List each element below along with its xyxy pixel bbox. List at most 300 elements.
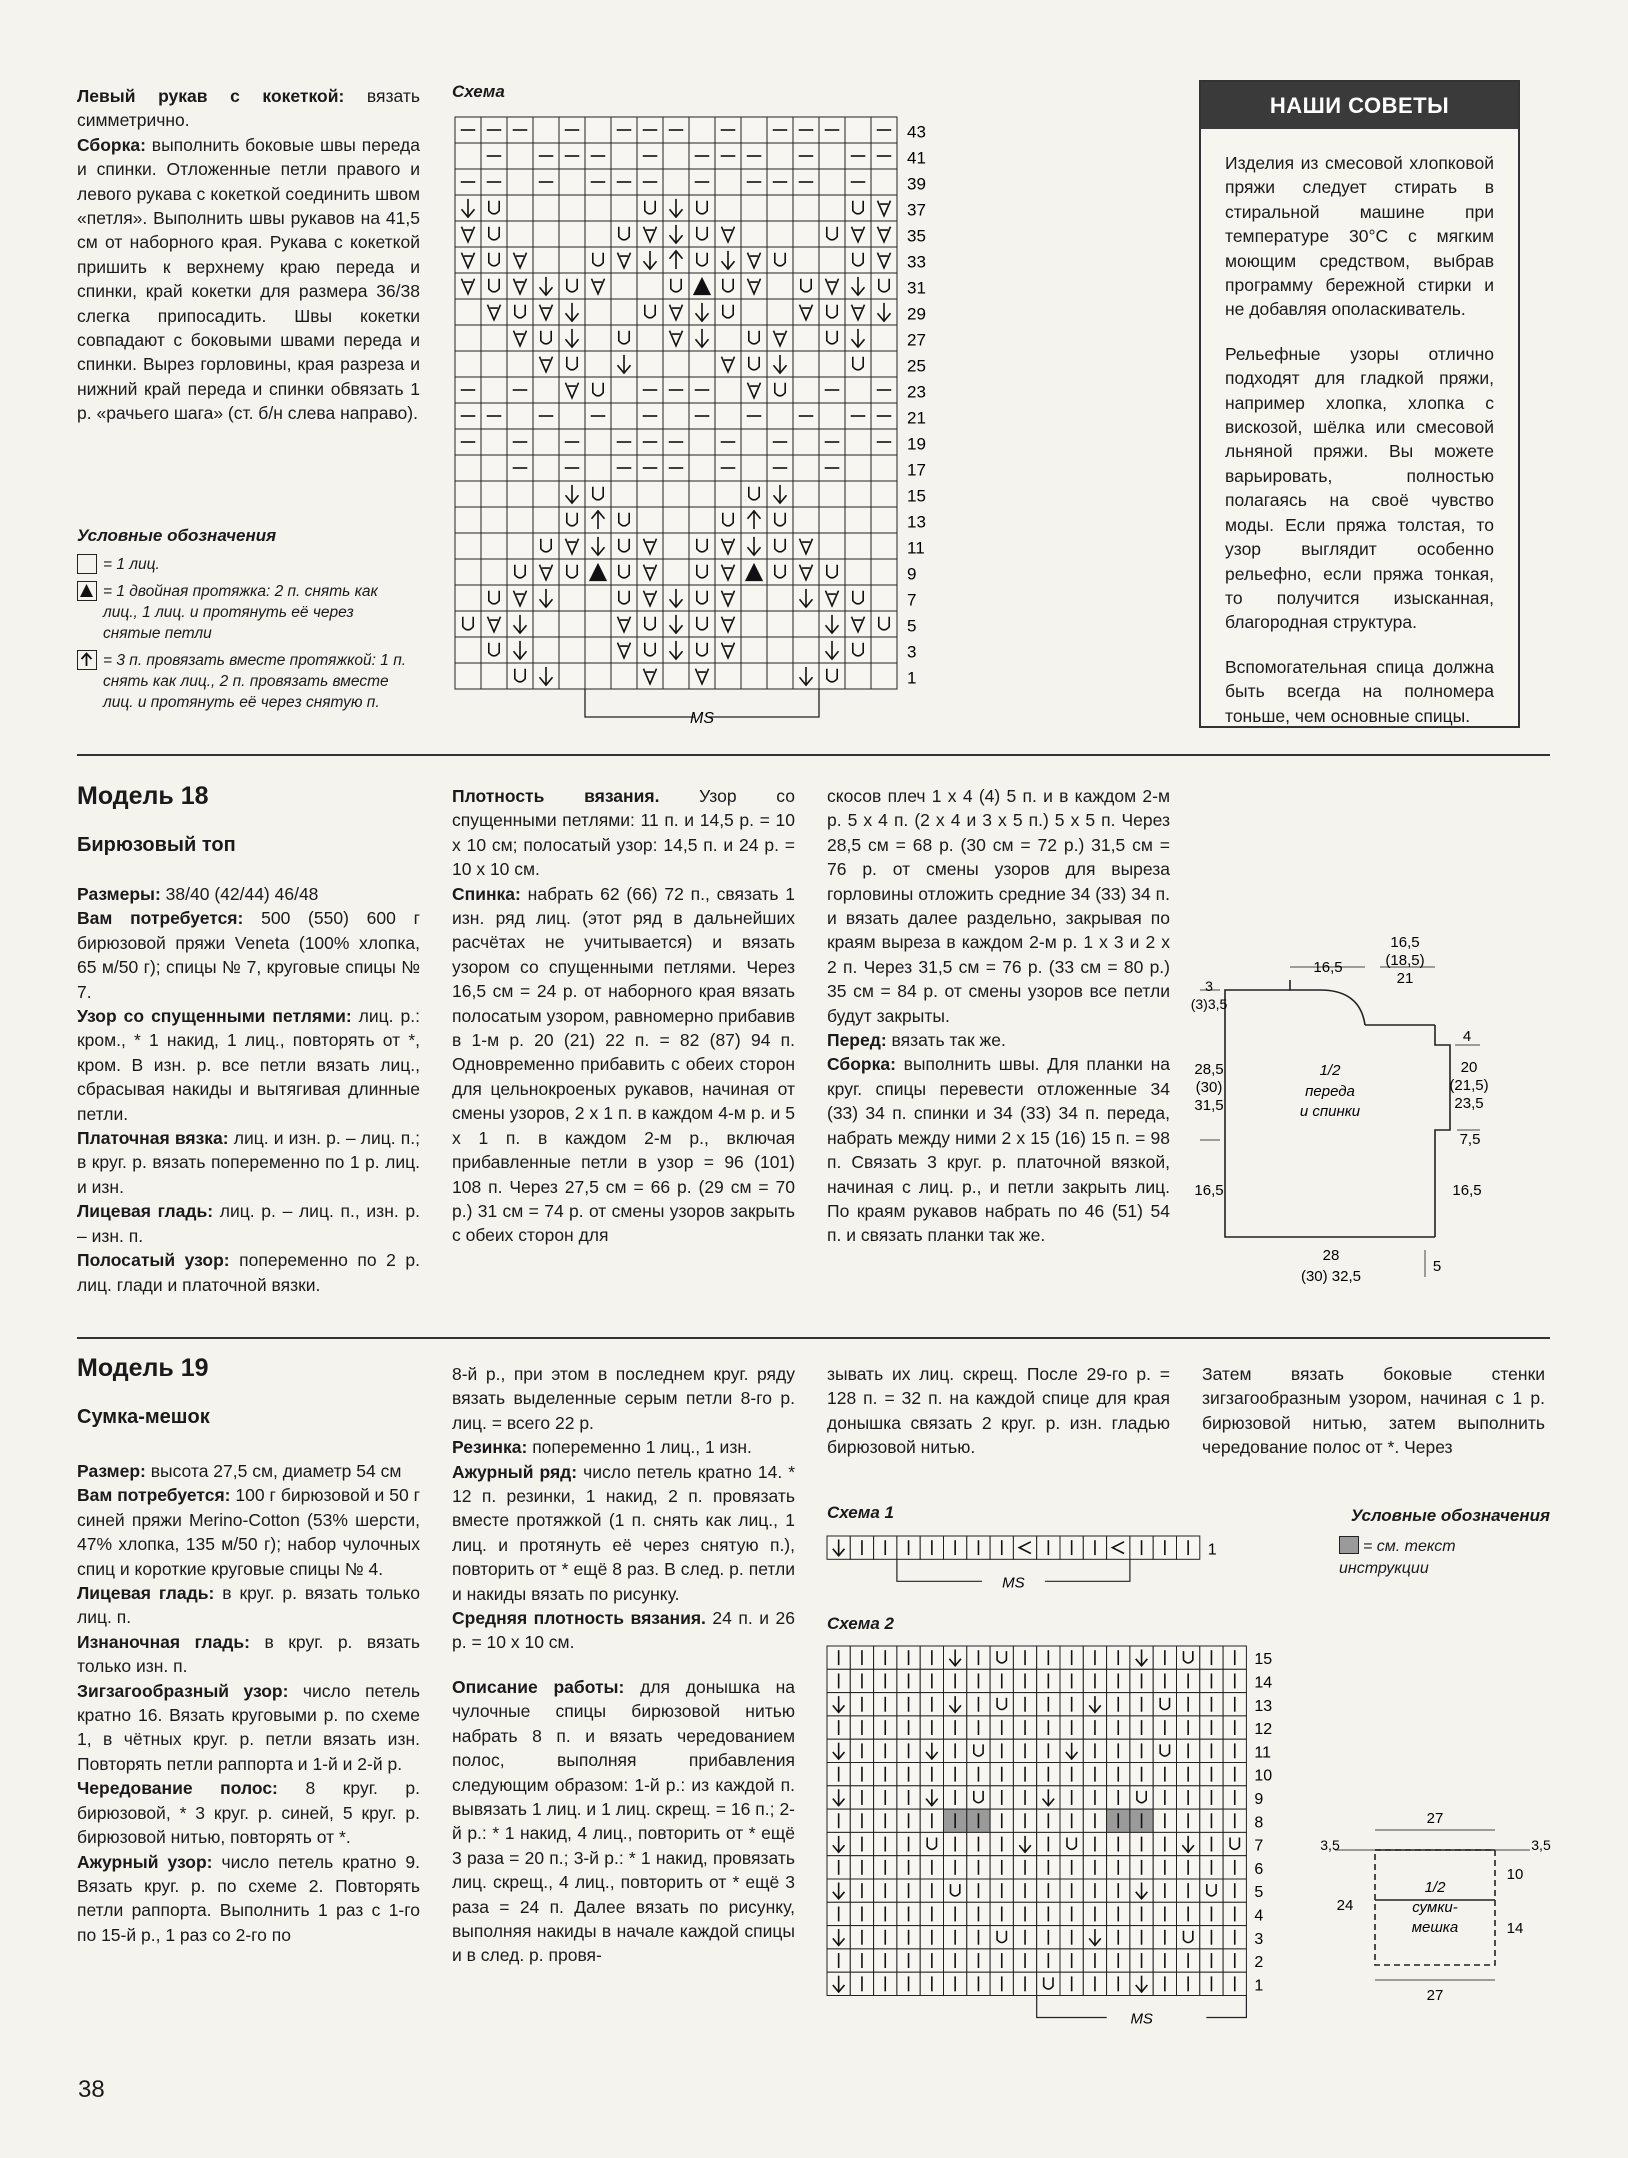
chart-cell bbox=[611, 585, 637, 611]
chart-cell bbox=[715, 299, 741, 325]
paragraph-label: Средняя плотность вязания. bbox=[452, 1608, 706, 1629]
chart-cell bbox=[507, 559, 533, 585]
chart-cell bbox=[819, 221, 845, 247]
model18-col1 bbox=[77, 882, 420, 1297]
advice-p3: Вспомогательная спица должна быть всегда на полномера тоньше, чем основные спицы. bbox=[1225, 656, 1494, 726]
chart-cell bbox=[871, 273, 897, 299]
chart-cell bbox=[793, 377, 819, 403]
pattern-neck-curve bbox=[1320, 990, 1365, 1025]
paragraph bbox=[827, 1028, 1170, 1052]
chart-cell bbox=[611, 507, 637, 533]
chart-cell bbox=[637, 351, 663, 377]
scheme2-cell bbox=[944, 1879, 967, 1902]
paragraph bbox=[77, 1248, 420, 1297]
chart-cell bbox=[689, 221, 715, 247]
chart-cell bbox=[637, 195, 663, 221]
pattern-label: 16,5 bbox=[1452, 1182, 1482, 1199]
chart-cell bbox=[845, 481, 871, 507]
chart-cell bbox=[715, 481, 741, 507]
paragraph bbox=[77, 1581, 420, 1630]
row-number: 15 bbox=[1254, 1651, 1273, 1669]
model19-col2 bbox=[452, 1362, 795, 1968]
chart-cell bbox=[819, 195, 845, 221]
paragraph bbox=[452, 784, 795, 882]
row-number: 25 bbox=[907, 356, 926, 376]
chart-cell bbox=[481, 247, 507, 273]
chart-cell bbox=[741, 637, 767, 663]
chart-cell bbox=[741, 585, 767, 611]
legend-2-item: = см. текст инструкции bbox=[1339, 1538, 1456, 1577]
chart-cell bbox=[871, 455, 897, 481]
paragraph bbox=[452, 1460, 795, 1606]
paragraph-label: Описание работы: bbox=[452, 1676, 625, 1697]
chart-cell bbox=[689, 481, 715, 507]
row-number: 11 bbox=[1254, 1744, 1272, 1762]
chart-cell bbox=[819, 507, 845, 533]
paragraph-label: Полосатый узор: bbox=[77, 1250, 230, 1271]
chart-cell bbox=[663, 663, 689, 689]
paragraph bbox=[827, 784, 1170, 1028]
row-number: 43 bbox=[907, 122, 926, 142]
chart-cell bbox=[767, 273, 793, 299]
chart-cell bbox=[533, 637, 559, 663]
paragraph-text: для донышка на чулочные спицы бирюзовой нитью набрать 8 п. и вязать чередованием полос, выполняя прибавления следующим образом: 1-й р.: из каждой п. вывязать 1 лиц. и 1 лиц. скрещ. = 16 п.; 2-й р.: * 1 накид, 4 лиц., повторить от * ещё 3 раза = 20 п.; 3-й р.: * 1 накид, провязать лиц. скрещ., 4 лиц., повторить от * ещё 3 раза = 24 п. Далее вязать по рисунку, выполняя накиды в начале каждой спицы и в след. р. провя- bbox=[452, 1676, 795, 1966]
pattern-label: 16,5 bbox=[1194, 1182, 1224, 1199]
pattern-label: 1/2 bbox=[1319, 1062, 1341, 1079]
pattern-outline-right bbox=[1435, 1025, 1450, 1237]
chart-cell bbox=[481, 273, 507, 299]
pattern-label: 31,5 bbox=[1194, 1097, 1224, 1114]
row-number: 11 bbox=[907, 538, 925, 558]
pattern-label: переда bbox=[1305, 1083, 1355, 1100]
paragraph-label: Резинка: bbox=[452, 1437, 528, 1458]
scheme2-grid bbox=[825, 1643, 1295, 2048]
chart-cell bbox=[507, 143, 533, 169]
row-number: 37 bbox=[907, 200, 926, 220]
chart-cell bbox=[507, 169, 533, 195]
paragraph-text: набрать 62 (66) 72 п., связать 1 изн. ряд лиц. (этот ряд в дальнейших расчётах не учитывается) и вязать узором со спущенными петлями. Через 16,5 см = 24 р. от наборного края вязать полосатым узором, равномерно прибавив в 1-м р. 20 (21) 22 п. = 82 (87) 94 п. Одновременно прибавить с обеих сторон для цельнокроеных рукавов, начиная от смены узоров, 2 x 1 п. в каждом 4-м р. и 5 x 1 п. в каждом 2-м р., включая прибавленные петли в узор = 96 (101) 108 п. Через 27,5 см = 66 р. (29 см = 70 р.) 31 см = 74 р. от смены узоров закрыть с обеих сторон для bbox=[452, 883, 795, 1246]
chart-cell bbox=[481, 637, 507, 663]
chart-cell bbox=[533, 247, 559, 273]
chart-cell bbox=[689, 611, 715, 637]
chart-cell bbox=[481, 507, 507, 533]
paragraph bbox=[452, 882, 795, 1248]
chart-cell bbox=[689, 637, 715, 663]
chart-cell bbox=[455, 533, 481, 559]
chart-cell bbox=[585, 195, 611, 221]
chart-cell bbox=[585, 351, 611, 377]
ms-label: MS bbox=[1130, 2010, 1153, 2028]
pattern-label: (3)3,5 bbox=[1190, 996, 1228, 1012]
chart-cell bbox=[871, 663, 897, 689]
paragraph-text: 24 п. и 26 р. = 10 x 10 см. bbox=[452, 1608, 795, 1653]
chart-cell bbox=[481, 533, 507, 559]
chart-cell bbox=[611, 325, 637, 351]
chart-cell bbox=[715, 169, 741, 195]
legend-1 bbox=[77, 526, 407, 719]
chart-cell bbox=[819, 247, 845, 273]
chart-cell bbox=[585, 455, 611, 481]
chart-cell bbox=[793, 481, 819, 507]
chart-cell bbox=[793, 247, 819, 273]
chart-cell bbox=[611, 143, 637, 169]
chart-cell bbox=[559, 351, 585, 377]
ms-label: MS bbox=[1002, 1574, 1025, 1592]
paragraph-text: 100 г бирюзовой и 50 г синей пряжи Merino-Cotton (53% шерсти, 47% хлопка, 135 м/50 г); набор чулочных спиц и короткие круговые спицы № 4. bbox=[77, 1485, 420, 1579]
chart-cell bbox=[481, 481, 507, 507]
chart-cell bbox=[689, 351, 715, 377]
row-number: 5 bbox=[907, 616, 917, 636]
chart-cell bbox=[559, 637, 585, 663]
chart-cell bbox=[819, 299, 845, 325]
chart-cell bbox=[715, 403, 741, 429]
model19-col4: Затем вязать боковые стенки зигзагообразным узором, начиная с 1 р. бирюзовой нитью, затем выполнить чередование полос от *. Через bbox=[1202, 1364, 1545, 1458]
pattern-label: 5 bbox=[1432, 1258, 1442, 1275]
chart-cell bbox=[481, 221, 507, 247]
chart-cell bbox=[533, 481, 559, 507]
row-number: 12 bbox=[1254, 1721, 1273, 1739]
row-number: 7 bbox=[1254, 1837, 1264, 1855]
row-number: 9 bbox=[907, 564, 917, 584]
paragraph-text: лиц. и изн. р. – лиц. п.; в круг. р. вязать попеременно по 1 р. лиц. и изн. bbox=[77, 1128, 420, 1197]
chart-cell bbox=[741, 325, 767, 351]
chart-cell bbox=[793, 221, 819, 247]
paragraph bbox=[827, 1052, 1170, 1247]
chart-cell bbox=[845, 637, 871, 663]
scheme2-cell bbox=[1200, 1879, 1223, 1902]
paragraph-text: лиц. р.: кром., * 1 накид, 1 лиц., повторять от *, кром. В изн. р. все петли вязать лиц., сбрасывая накиды и вытягивая длинные петли. bbox=[77, 1006, 420, 1124]
chart-cell bbox=[793, 273, 819, 299]
row-number: 15 bbox=[907, 486, 926, 506]
chart-cell bbox=[533, 325, 559, 351]
chart-cell bbox=[871, 533, 897, 559]
chart-cell bbox=[819, 351, 845, 377]
row-number: 27 bbox=[907, 330, 926, 350]
chart-cell bbox=[819, 663, 845, 689]
chart-1-title: Схема bbox=[452, 82, 505, 101]
scheme1-title: Схема 1 bbox=[827, 1503, 894, 1522]
chart-cell bbox=[637, 299, 663, 325]
chart-cell bbox=[845, 455, 871, 481]
chart-cell bbox=[845, 663, 871, 689]
chart-cell bbox=[871, 169, 897, 195]
row-number: 14 bbox=[1254, 1674, 1273, 1692]
chart-cell bbox=[533, 455, 559, 481]
row-number: 19 bbox=[907, 434, 926, 454]
paragraph-text: 8-й р., при этом в последнем круг. ряду вязать выделенные серым петли 8-го р. лиц. = всего 22 р. bbox=[452, 1364, 795, 1433]
pattern-label: 16,5 bbox=[1390, 934, 1420, 951]
chart-cell bbox=[611, 377, 637, 403]
chart-cell bbox=[715, 195, 741, 221]
chart-cell bbox=[533, 507, 559, 533]
chart-cell bbox=[585, 325, 611, 351]
pattern-label: (30) bbox=[1195, 1079, 1223, 1096]
scheme2-cell bbox=[1037, 1972, 1060, 1995]
chart-cell bbox=[585, 377, 611, 403]
chart-cell bbox=[845, 533, 871, 559]
pattern-label: 7,5 bbox=[1459, 1131, 1481, 1148]
chart-cell bbox=[611, 273, 637, 299]
paragraph-text: в круг. р. вязать только лиц. п. bbox=[77, 1583, 420, 1628]
pattern-label: 3 bbox=[1205, 978, 1213, 994]
paragraph bbox=[77, 1776, 420, 1849]
paragraph-label: Ажурный ряд: bbox=[452, 1461, 578, 1482]
chart-cell bbox=[481, 377, 507, 403]
scheme2-cell bbox=[967, 1786, 990, 1809]
chart-cell bbox=[585, 637, 611, 663]
model18-col3 bbox=[827, 784, 1170, 1248]
model19-subtitle: Сумка-мешок bbox=[77, 1406, 210, 1428]
chart-cell bbox=[559, 195, 585, 221]
paragraph-label: Лицевая гладь: bbox=[77, 1583, 215, 1604]
paragraph-label: Вам потребуется: bbox=[77, 908, 244, 929]
paragraph-label: Узор со спущенными петлями: bbox=[77, 1006, 352, 1027]
chart-cell bbox=[533, 533, 559, 559]
row-number: 29 bbox=[907, 304, 926, 324]
chart-cell bbox=[507, 663, 533, 689]
pattern-label: 4 bbox=[1462, 1028, 1472, 1045]
paragraph-label: Изнаночная гладь: bbox=[77, 1631, 250, 1652]
chart-cell bbox=[767, 637, 793, 663]
chart-cell bbox=[845, 429, 871, 455]
chart-cell bbox=[767, 377, 793, 403]
chart-cell bbox=[585, 429, 611, 455]
chart-cell bbox=[741, 299, 767, 325]
scheme2-cell bbox=[1060, 1832, 1083, 1855]
chart-cell bbox=[793, 637, 819, 663]
row-number: 7 bbox=[907, 590, 917, 610]
chart-cell bbox=[663, 169, 689, 195]
row-number: 1 bbox=[1254, 1977, 1264, 1995]
chart-cell bbox=[793, 195, 819, 221]
chart-cell bbox=[455, 559, 481, 585]
chart-cell bbox=[767, 663, 793, 689]
row-number: 1 bbox=[1207, 1541, 1217, 1559]
chart-1-grid bbox=[452, 112, 1102, 732]
paragraph-text: 500 (550) 600 г бирюзовой пряжи Veneta (100% хлопка, 65 м/50 г); спицы № 7, круговые спицы № 7. bbox=[77, 908, 420, 1002]
chart-cell bbox=[533, 429, 559, 455]
chart-cell bbox=[611, 195, 637, 221]
chart-cell bbox=[871, 559, 897, 585]
chart-cell bbox=[767, 247, 793, 273]
bag-label: 24 bbox=[1336, 1897, 1354, 1914]
chart-cell bbox=[845, 247, 871, 273]
chart-cell bbox=[793, 455, 819, 481]
chart-cell bbox=[689, 585, 715, 611]
scheme2-cell bbox=[1177, 1646, 1200, 1669]
advice-box bbox=[1199, 80, 1520, 728]
paragraph-text: скосов плеч 1 x 4 (4) 5 п. и в каждом 2-м р. 5 x 4 п. (2 x 4 и 3 x 5 п.) 5 x 5 п. Через 28,5 см = 68 р. (30 см = 72 р.) 31,5 см = 76 р. от смены узоров для выреза горловины отложить средние 34 (33) 34 п. и вязать далее раздельно, закрывая по краям выреза в каждом 2-м р. 1 x 3 и 2 x 2 п. Через 31,5 см = 76 р. (33 см = 80 р.) 35 см = 84 р. от смены узоров все петли будут закрыты. bbox=[827, 786, 1170, 1026]
paragraph bbox=[77, 1004, 420, 1126]
paragraph bbox=[452, 1655, 795, 1675]
scheme1-grid bbox=[825, 1530, 1295, 1600]
model18-pattern bbox=[1190, 925, 1535, 1295]
chart-cell bbox=[533, 611, 559, 637]
chart-cell bbox=[611, 403, 637, 429]
model19-heading: Модель 19 bbox=[77, 1354, 209, 1382]
row-number: 33 bbox=[907, 252, 926, 272]
paragraph-label: Платочная вязка: bbox=[77, 1128, 229, 1149]
chart-cell bbox=[507, 299, 533, 325]
divider-1 bbox=[77, 754, 1550, 756]
chart-cell bbox=[663, 533, 689, 559]
chart-cell bbox=[819, 559, 845, 585]
paragraph bbox=[452, 1606, 795, 1655]
chart-cell bbox=[559, 169, 585, 195]
paragraph-label: Сборка: bbox=[827, 1054, 896, 1075]
left-top-text: Левый рукав с кокеткой: вязать симметрично. Сборка: выполнить боковые швы переда и спинки. Отложенные петли правого и левого рукава с кокеткой соединить швом «петля». Выполнить швы рукавов на 41,5 см от наборного края. Рукава с кокеткой пришить к верхнему краю переда и спинки, край кокетки для размера 36/38 слегка припосадить. Швы кокетки совпадают с боковыми швами переда и спинки. Вырез горловины, края разреза и нижний край переда и спинки обвязать 1 р. «рачьего шага» (ст. б/н слева направо). bbox=[77, 86, 420, 424]
chart-cell bbox=[741, 429, 767, 455]
paragraph bbox=[77, 882, 420, 906]
chart-cell bbox=[845, 351, 871, 377]
paragraph-label: Плотность вязания. bbox=[452, 786, 660, 806]
chart-cell bbox=[741, 663, 767, 689]
paragraph-label: Перед: bbox=[827, 1030, 887, 1051]
chart-cell bbox=[455, 351, 481, 377]
chart-cell bbox=[481, 351, 507, 377]
paragraph-label: Лицевая гладь: bbox=[77, 1201, 214, 1222]
paragraph-text: попеременно 1 лиц., 1 изн. bbox=[527, 1437, 752, 1458]
row-number: 3 bbox=[907, 642, 917, 662]
chart-cell bbox=[533, 195, 559, 221]
chart-cell bbox=[585, 585, 611, 611]
bag-label: 3,5 bbox=[1320, 1837, 1340, 1853]
chart-cell bbox=[793, 325, 819, 351]
bag-pattern bbox=[1315, 1795, 1555, 2015]
row-number: 31 bbox=[907, 278, 926, 298]
chart-cell bbox=[793, 507, 819, 533]
bag-label: 1/2 bbox=[1424, 1879, 1446, 1896]
scheme2-cell bbox=[1153, 1739, 1176, 1762]
chart-cell bbox=[767, 507, 793, 533]
row-number: 39 bbox=[907, 174, 926, 194]
row-number: 10 bbox=[1254, 1767, 1273, 1785]
row-number: 41 bbox=[907, 148, 926, 168]
pattern-label: 21 bbox=[1396, 970, 1414, 987]
chart-cell bbox=[767, 299, 793, 325]
chart-cell bbox=[559, 273, 585, 299]
chart-cell bbox=[663, 403, 689, 429]
chart-cell bbox=[715, 507, 741, 533]
chart-cell bbox=[585, 221, 611, 247]
chart-cell bbox=[611, 221, 637, 247]
chart-cell bbox=[559, 247, 585, 273]
chart-cell bbox=[559, 403, 585, 429]
paragraph-text: высота 27,5 см, диаметр 54 см bbox=[145, 1461, 402, 1481]
chart-cell bbox=[819, 481, 845, 507]
bag-label: 27 bbox=[1426, 1987, 1444, 2004]
chart-cell bbox=[481, 429, 507, 455]
bag-label: 27 bbox=[1426, 1810, 1444, 1827]
chart-cell bbox=[559, 611, 585, 637]
scheme2-cell bbox=[990, 1693, 1013, 1716]
scheme1-cell bbox=[1107, 1536, 1130, 1559]
chart-cell bbox=[455, 481, 481, 507]
double-decrease-icon bbox=[77, 581, 97, 601]
chart-cell bbox=[663, 273, 689, 299]
pattern-label: 23,5 bbox=[1454, 1095, 1484, 1112]
chart-cell bbox=[689, 455, 715, 481]
chart-cell bbox=[455, 299, 481, 325]
pattern-label: 20 bbox=[1460, 1059, 1478, 1076]
chart-cell bbox=[637, 611, 663, 637]
chart-cell bbox=[663, 143, 689, 169]
chart-cell bbox=[611, 663, 637, 689]
chart-cell bbox=[871, 637, 897, 663]
chart-cell bbox=[585, 481, 611, 507]
chart-cell bbox=[819, 169, 845, 195]
paragraph bbox=[452, 1675, 795, 1968]
chart-cell bbox=[845, 585, 871, 611]
chart-cell bbox=[507, 481, 533, 507]
scheme2-cell bbox=[1223, 1832, 1246, 1855]
chart-cell bbox=[637, 325, 663, 351]
chart-cell bbox=[689, 507, 715, 533]
chart-cell bbox=[559, 507, 585, 533]
paragraph bbox=[77, 1630, 420, 1679]
advice-p2: Рельефные узоры отлично подходят для гладкой пряжи, например хлопка, хлопка с вискозой, шёлка или смесовой льняной пряжи. Вы можете варьировать, полностью полагаясь на своё чувство моды. Если пряжа толстая, то узор выглядит особенно рельефно, если пряжа тонкая, то получится изысканная, благородная структура. bbox=[1225, 343, 1494, 633]
chart-cell bbox=[819, 325, 845, 351]
chart-cell bbox=[689, 559, 715, 585]
chart-cell bbox=[481, 663, 507, 689]
model18-subtitle: Бирюзовый топ bbox=[77, 834, 236, 856]
chart-cell bbox=[819, 533, 845, 559]
legend-k3tog: = 3 п. провязать вместе протяжкой: 1 п. снять как лиц., 2 п. провязать вместе лиц. и протянуть её через снятую п. bbox=[77, 650, 407, 713]
chart-cell bbox=[741, 117, 767, 143]
chart-cell bbox=[871, 481, 897, 507]
legend-1-title: Условные обозначения bbox=[77, 526, 277, 545]
pattern-label: 16,5 bbox=[1313, 959, 1343, 976]
chart-cell bbox=[637, 481, 663, 507]
chart-cell bbox=[585, 117, 611, 143]
chart-cell bbox=[715, 325, 741, 351]
model18-col2 bbox=[452, 784, 795, 1248]
paragraph bbox=[77, 906, 420, 1004]
chart-cell bbox=[455, 663, 481, 689]
chart-cell bbox=[507, 351, 533, 377]
pattern-label: (21,5) bbox=[1449, 1077, 1489, 1094]
row-number: 35 bbox=[907, 226, 926, 246]
chart-cell bbox=[559, 663, 585, 689]
chart-cell bbox=[767, 143, 793, 169]
chart-cell bbox=[767, 195, 793, 221]
model19-col1 bbox=[77, 1459, 420, 1947]
chart-cell bbox=[585, 663, 611, 689]
chart-cell bbox=[455, 143, 481, 169]
paragraph bbox=[77, 1126, 420, 1199]
chart-cell bbox=[715, 663, 741, 689]
bag-label: 3,5 bbox=[1531, 1837, 1551, 1853]
chart-cell bbox=[637, 507, 663, 533]
chart-cell bbox=[507, 507, 533, 533]
chart-cell bbox=[455, 507, 481, 533]
chart-cell bbox=[767, 221, 793, 247]
row-number: 8 bbox=[1254, 1814, 1264, 1832]
chart-cell bbox=[741, 481, 767, 507]
scheme2-cell bbox=[967, 1739, 990, 1762]
scheme2-title: Схема 2 bbox=[827, 1614, 894, 1633]
chart-cell bbox=[663, 559, 689, 585]
row-number: 2 bbox=[1254, 1954, 1264, 1972]
scheme2-cell bbox=[990, 1926, 1013, 1949]
chart-cell bbox=[793, 611, 819, 637]
pattern-neck-left bbox=[1290, 980, 1320, 990]
chart-cell bbox=[845, 377, 871, 403]
chart-cell bbox=[819, 143, 845, 169]
advice-p1: Изделия из смесовой хлопковой пряжи следует стирать в стиральной машине при температуре 30°C с мягким моющим средством, выбрав программу бережной стирки и не добавляя ополаскиватель. bbox=[1225, 153, 1494, 320]
row-number: 17 bbox=[907, 460, 926, 480]
paragraph bbox=[452, 1435, 795, 1459]
